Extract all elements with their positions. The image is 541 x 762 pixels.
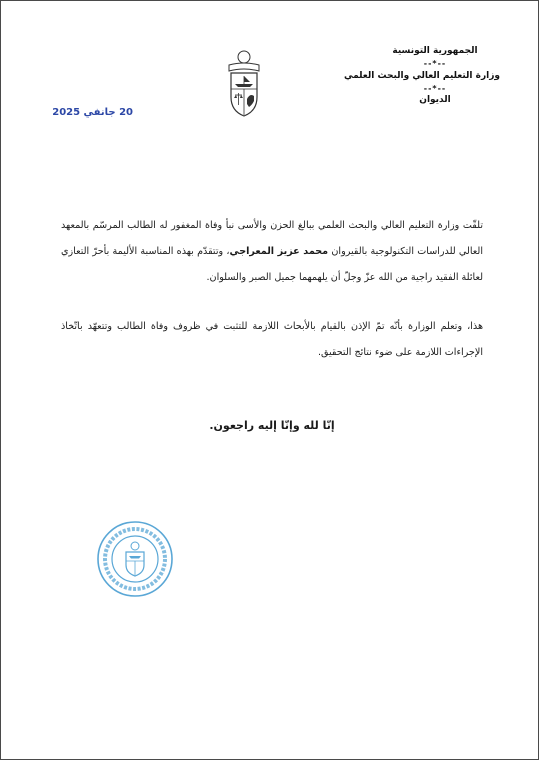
student-name: محمد عزيز المعراجي [229,246,329,257]
ministry-official-stamp-icon [95,519,175,599]
closing-verse: إنّا لله وإنّا إليه راجعون. [209,419,335,432]
tunisia-coat-of-arms-icon [223,49,265,119]
investigation-paragraph: هذا، وتعلم الوزارة بأنّه تمّ الإذن بالقيام بالأبحاث اللازمة للتثبت في ظروف وفاة الطالب وتتعهّد باتّخاذ الإجراءات اللازمة على ضوء نتائج التحقيق. [61,321,483,358]
condolence-paragraph [61,213,483,291]
republic-title: الجمهورية التونسية [392,46,478,56]
letter-date: 20 جانفي 2025 [52,107,133,118]
header-separator: --*-- [423,59,447,69]
ministry-title: وزارة التعليم العالي والبحث العلمي [343,70,500,81]
cabinet-title: الديوان [419,95,451,106]
paragraph-text-end: ، وتتقدّم بهذه المناسبة الأليمة بأحرّ التعازي لعائلة الفقيد راجية من الله عزّ وجلّ أن يلهمهما جميل الصبر والسلوان. [61,246,483,283]
header-separator-2: --*-- [423,83,447,93]
paragraph-text-start: تلقّت وزارة التعليم العالي والبحث العلمي ببالغ الحزن والأسى نبأ وفاة المغفور له الطالب المرسّم بالمعهد العالي للدراسات التكنولوجية بالقيروان [61,220,483,257]
letterhead [343,45,500,107]
